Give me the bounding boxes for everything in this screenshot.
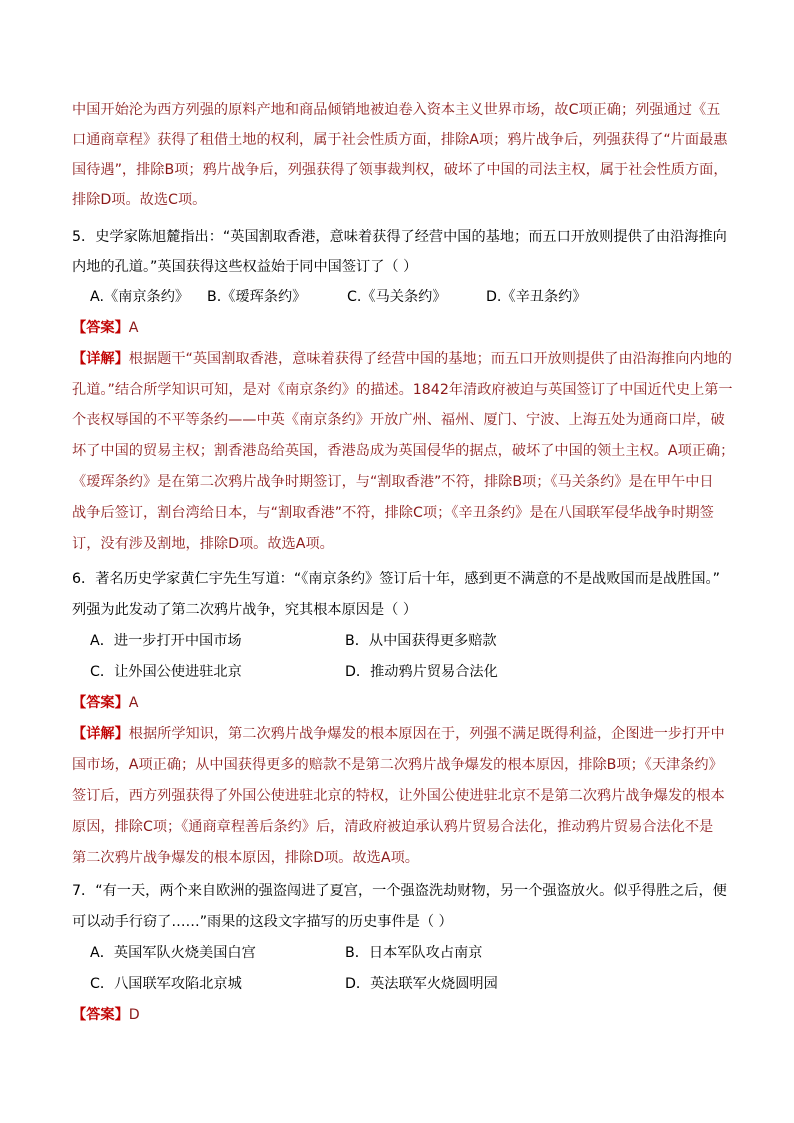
q6-option-d: D．推动鸦片贸易合法化 (345, 664, 498, 680)
q6-stem-line-1: 6．著名历史学家黄仁宇先生写道：“《南京条约》签订后十年，感到更不满意的不是战败国而是战胜国。” (72, 571, 720, 587)
q4-detail-line-3: 国待遇”，排除B项；鸦片战争后，列强获得了领事裁判权，破坏了中国的司法主权，属于社会性质方面， (72, 162, 728, 178)
q7-stem-line-2: 可以动手行窃了……”雨果的这段文字描写的历史事件是（ ） (72, 914, 453, 930)
q5-detail-line-5: 《瑷珲条约》是在第二次鸦片战争时期签订，与“割取香港”不符，排除B项；《马关条约》是在甲午中日 (72, 474, 714, 490)
q7-option-c: C．八国联军攻陷北京城 (90, 976, 242, 992)
q4-detail-line-4: 排除D项。故选C项。 (72, 192, 207, 208)
q5-detail-line-3: 个丧权辱国的不平等条约——中英《南京条约》开放广州、福州、厦门、宁波、上海五处为通商口岸，破 (72, 412, 725, 428)
q6-detail-line-1: 【详解】根据所学知识，第二次鸦片战争爆发的根本原因在于，列强不满足既得利益，企图进一步打开中 (72, 726, 725, 742)
q6-option-b: B．从中国获得更多赔款 (345, 633, 497, 649)
q6-option-c: C．让外国公使进驻北京 (90, 664, 242, 680)
q4-detail-line-1: 中国开始沦为西方列强的原料产地和商品倾销地被迫卷入资本主义世界市场，故C项正确；列强通过《五 (72, 102, 721, 118)
q5-detail-line-7: 订，没有涉及割地，排除D项。故选A项。 (72, 536, 334, 552)
answer-tag: 【答案】 (72, 1007, 129, 1023)
q5-option-d: D.《辛丑条约》 (486, 289, 587, 305)
q6-option-a: A．进一步打开中国市场 (90, 633, 242, 649)
q6-detail-line-4: 原因，排除C项；《通商章程善后条约》后，清政府被迫承认鸦片贸易合法化，推动鸦片贸易合法化不是 (72, 819, 714, 835)
q5-detail-line-4: 坏了中国的贸易主权；割香港岛给英国，香港岛成为英国侵华的据点，破坏了中国的领土主权。A项正确； (72, 443, 735, 459)
q5-detail-line-2: 孔道。”结合所学知识可知，是对《南京条约》的描述。1842年清政府被迫与英国签订了中国近代史上第一 (72, 382, 733, 398)
answer-value: A (128, 695, 139, 711)
q6-detail-line-5: 第二次鸦片战争爆发的根本原因，排除D项。故选A项。 (72, 850, 419, 866)
q7-option-b: B．日本军队攻占南京 (345, 945, 483, 961)
q5-detail-line-1: 【详解】根据题干“英国割取香港，意味着获得了经营中国的基地；而五口开放则提供了由沿海推向内地的 (72, 351, 732, 367)
answer-tag: 【答案】 (72, 320, 129, 336)
answer-value: D (128, 1007, 140, 1023)
q5-detail-line-6: 战争后签订，割台湾给日本，与“割取香港”不符，排除C项；《辛丑条约》是在八国联军侵华战争时期签 (72, 505, 714, 521)
q5-option-c: C.《马关条约》 (347, 289, 447, 305)
q6-stem-line-2: 列强为此发动了第二次鸦片战争，究其根本原因是（ ） (72, 602, 418, 618)
q5-stem-line-1: 5．史学家陈旭麓指出：“英国割取香港，意味着获得了经营中国的基地；而五口开放则提供了由沿海推向 (72, 229, 727, 245)
q6-answer (72, 693, 724, 713)
q4-detail-line-2: 口通商章程》获得了租借土地的权利，属于社会性质方面，排除A项；鸦片战争后，列强获得了“片面最惠 (72, 132, 728, 148)
q7-option-d: D．英法联军火烧圆明园 (345, 976, 498, 992)
q7-option-a: A．英国军队火烧美国白宫 (90, 945, 256, 961)
q5-option-a: A.《南京条约》 (90, 289, 190, 305)
q6-detail-line-3: 签订后，西方列强获得了外国公使进驻北京的特权，让外国公使进驻北京不是第二次鸦片战争爆发的根本 (72, 788, 725, 804)
q5-stem-line-2: 内地的孔道。”英国获得这些权益始于同中国签订了（ ） (72, 259, 418, 275)
q6-detail-line-2: 国市场，A项正确；从中国获得更多的赔款不是第二次鸦片战争爆发的根本原因，排除B项；《天津条约》 (72, 757, 723, 773)
detail-tag: 【详解】 (72, 351, 129, 367)
q7-stem-line-1: 7．“有一天，两个来自欧洲的强盗闯进了夏宫，一个强盗洗劫财物，另一个强盗放火。似乎得胜之后，便 (72, 883, 727, 899)
detail-tag: 【详解】 (72, 726, 129, 742)
q7-answer (72, 1005, 724, 1025)
answer-value: A (128, 320, 139, 336)
q5-option-b: B.《瑷珲条约》 (207, 289, 307, 305)
answer-tag: 【答案】 (72, 695, 129, 711)
q5-answer (72, 318, 724, 338)
